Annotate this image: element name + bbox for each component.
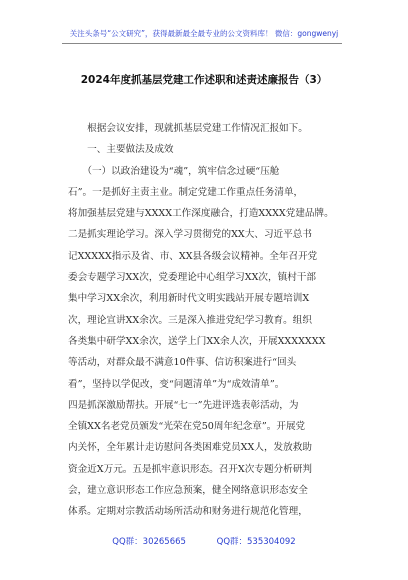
body-line: 一、主要做法及成效 — [68, 144, 174, 156]
footer-qq-group-1: QQ群：30265665 — [112, 537, 186, 547]
body-line: 各类集中研学XX余次，送学上门XX余人次，开展XXXXXXX — [68, 335, 326, 347]
header-divider — [62, 43, 342, 44]
body-line: 记XXXXX指示及省、市、XX县各级会议精神。全年召开党 — [68, 250, 318, 262]
body-line: 次，理论宣讲XX余次。三是深入推进党纪学习教育。组织 — [68, 314, 312, 326]
body-line: 内关怀，全年累计走访慰问各类困难党员XX人，发放救助 — [68, 442, 312, 454]
header-note: 关注头条号“公文研究”，获得最新最全最专业的公文资料库！ 微信：gongwenyj — [69, 29, 339, 38]
body-line: 资金近X万元。五是抓牢意识形态。召开X次专题分析研判 — [68, 463, 312, 475]
body-line: 石”。一是抓好主责主业。制定党建工作重点任务清单， — [68, 186, 304, 198]
footer-contacts — [0, 535, 408, 547]
body-line: 将加强基层党建与XXXX工作深度融合，打造XXXX党建品牌。 — [68, 208, 334, 220]
body-line: 集中学习XX余次，利用新时代文明实践站开展专题培训X — [68, 293, 310, 305]
footer-qq-group-2: QQ群：535304092 — [216, 537, 296, 547]
body-line: （一）以政治建设为“魂”，筑牢信念过硬“压舱 — [68, 165, 280, 177]
body-line: 委会专题学习XX次，党委理论中心组学习XX次，镇村干部 — [68, 272, 316, 284]
body-line: 看”，坚持以学促改，变“问题清单”为“成效清单”。 — [68, 378, 285, 390]
body-line: 会，建立意识形态工作应急预案，健全网络意识形态安全 — [68, 485, 308, 497]
body-line: 二是抓实理论学习。深入学习贯彻党的XX大、习近平总书 — [68, 229, 312, 241]
body-line: 全镇XX名老党员颁发“光荣在党50周年纪念章”。开展党 — [68, 421, 306, 433]
body-line: 四是抓深激励帮扶。开展“七一”先进评选表彰活动，为 — [68, 399, 299, 411]
document-body — [68, 118, 350, 523]
body-line: 体系。定期对宗教活动场所活动和财务进行规范化管理， — [68, 506, 308, 518]
body-line: 等活动，对群众最不满意10件事、信访积案进行“回头 — [68, 357, 297, 369]
document-title: 2024年度抓基层党建工作述职和述责述廉报告（3） — [80, 74, 328, 86]
body-line: 根据会议安排，现就抓基层党建工作情况汇报如下。 — [68, 123, 308, 134]
